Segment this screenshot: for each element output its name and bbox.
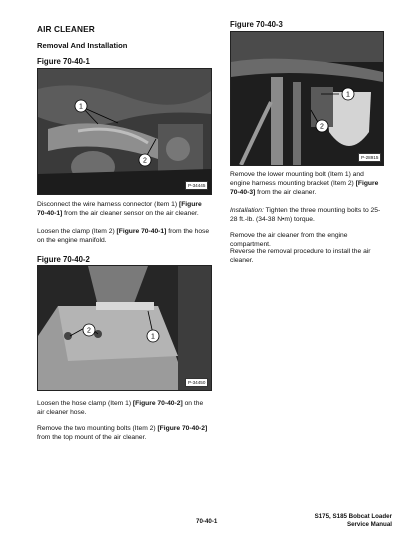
figure-2-title: Figure 70-40-2 (37, 255, 90, 264)
svg-text:1: 1 (79, 103, 83, 111)
figure-2-photo (37, 265, 212, 391)
right-paragraph-4: Reverse the removal procedure to install the air cleaner. (230, 248, 371, 265)
figure-3-callout-1 (341, 87, 355, 101)
footer-manual: Service Manual (346, 521, 392, 528)
figure-ref-link[interactable]: [Figure 70-40-2] (157, 425, 208, 432)
right-paragraph-1: Remove the lower mounting bolt (Item 1) and engine harness mounting bracket (Item 2) [Figure 70-40-3] from the air cleaner. (230, 171, 379, 197)
page-number: 70-40-1 (196, 518, 218, 525)
figure-2-callout-2 (82, 323, 96, 337)
section-title: AIR CLEANER (37, 24, 95, 34)
left-paragraph-2: Loosen the clamp (Item 2) [Figure 70-40-1] from the hose on the engine manifold. (37, 228, 210, 245)
right-paragraph-3: Remove the air cleaner from the engine compartment. (230, 232, 348, 249)
svg-text:2: 2 (143, 157, 147, 165)
figure-1-photo (37, 68, 212, 195)
footer-model: S175, S185 Bobcat Loader (314, 513, 392, 520)
figure-1-callout-1 (74, 99, 88, 113)
figure-3-photo-number: P-28915 (358, 153, 381, 162)
figure-3-photo (230, 31, 384, 166)
footer-title (315, 513, 392, 529)
figure-2-photo-number: P-34450 (185, 378, 208, 387)
subsection-title: Removal And Installation (37, 41, 128, 50)
svg-text:1: 1 (151, 333, 155, 341)
figure-ref-link[interactable]: [Figure 70-40-1] (116, 228, 167, 235)
installation-label: Installation: (230, 207, 264, 214)
figure-1-callout-2 (138, 153, 152, 167)
figure-1-title: Figure 70-40-1 (37, 57, 90, 66)
left-paragraph-3: Loosen the hose clamp (Item 1) [Figure 70-40-2] on the air cleaner hose. (37, 400, 204, 417)
figure-ref-link[interactable]: [Figure 70-40-1] (37, 201, 202, 218)
figure-3-title: Figure 70-40-3 (230, 20, 283, 29)
figure-3-callout-2 (315, 119, 329, 133)
left-paragraph-1: Disconnect the wire harness connector (Item 1) [Figure 70-40-1] from the air cleaner sensor on the air cleaner. (37, 201, 202, 218)
svg-text:2: 2 (87, 327, 91, 335)
svg-text:2: 2 (320, 123, 324, 131)
right-paragraph-2: Installation: Tighten the three mounting bolts to 25-28 ft.-lb. (34-38 N•m) torque. (230, 207, 381, 224)
figure-ref-link[interactable]: [Figure 70-40-3] (230, 180, 379, 197)
left-paragraph-4: Remove the two mounting bolts (Item 2) [Figure 70-40-2] from the top mount of the air cleaner. (37, 425, 208, 442)
figure-1-photo-number: P-34445 (185, 181, 208, 190)
figure-ref-link[interactable]: [Figure 70-40-2] (132, 400, 183, 407)
svg-text:1: 1 (346, 91, 350, 99)
figure-2-callout-1 (146, 329, 160, 343)
